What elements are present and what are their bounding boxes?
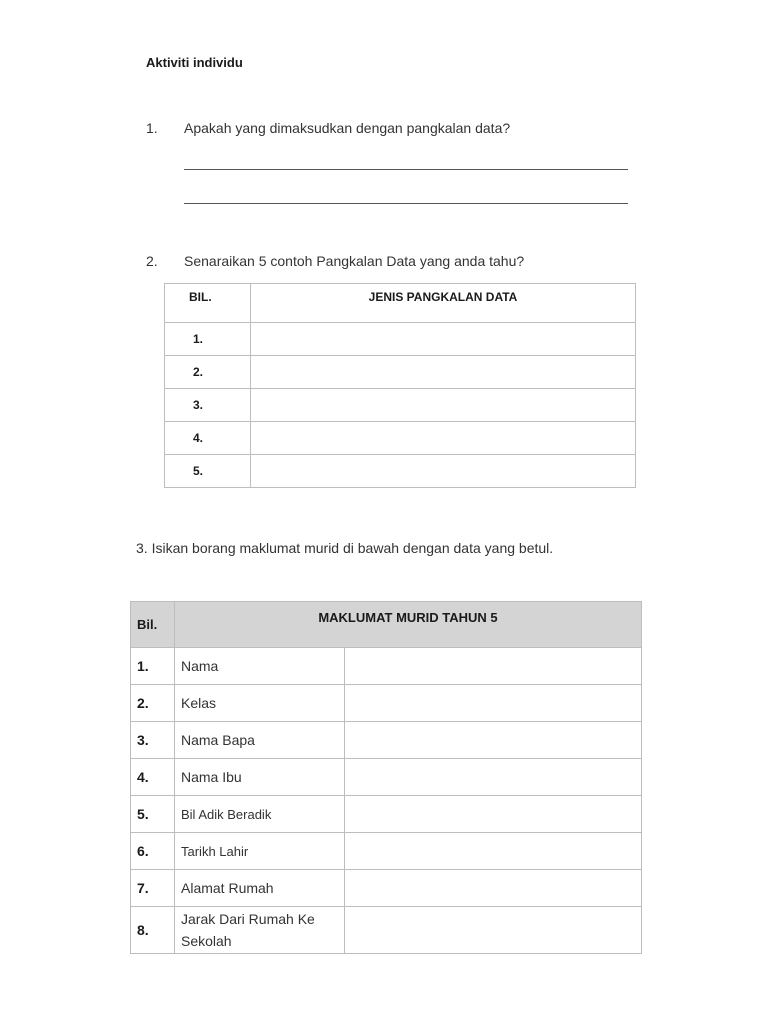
field-label: Jarak Dari Rumah Ke Sekolah — [175, 907, 345, 954]
table-row — [131, 870, 642, 907]
table-row — [165, 422, 636, 455]
table-row — [131, 685, 642, 722]
table-row — [131, 759, 642, 796]
row-number: 1. — [165, 323, 251, 356]
answer-cell[interactable] — [345, 648, 642, 685]
field-label: Alamat Rumah — [175, 870, 345, 907]
table-row — [131, 722, 642, 759]
answer-cell[interactable] — [345, 833, 642, 870]
table-row — [131, 833, 642, 870]
header-bil: BIL. — [165, 284, 251, 323]
table-row — [131, 907, 642, 954]
student-info-table — [130, 601, 642, 954]
row-number: 2. — [131, 685, 175, 722]
question-2-text: Senaraikan 5 contoh Pangkalan Data yang anda tahu? — [184, 253, 525, 269]
question-1-number: 1. — [146, 120, 158, 136]
row-number: 7. — [131, 870, 175, 907]
answer-cell[interactable] — [345, 870, 642, 907]
row-number: 1. — [131, 648, 175, 685]
table-row — [131, 648, 642, 685]
header-bil: Bil. — [131, 602, 175, 648]
row-number: 5. — [165, 455, 251, 488]
answer-cell[interactable] — [251, 422, 636, 455]
answer-line-2[interactable] — [184, 203, 628, 204]
question-1-text: Apakah yang dimaksudkan dengan pangkalan data? — [184, 120, 511, 136]
answer-cell[interactable] — [345, 796, 642, 833]
header-maklumat-murid: MAKLUMAT MURID TAHUN 5 — [175, 602, 642, 648]
field-label: Nama — [175, 648, 345, 685]
table-row — [165, 455, 636, 488]
page-title: Aktiviti individu — [146, 55, 243, 70]
table-row — [165, 323, 636, 356]
table-header-row — [131, 602, 642, 648]
table-row — [165, 389, 636, 422]
row-number: 4. — [131, 759, 175, 796]
table-row — [131, 796, 642, 833]
field-label: Kelas — [175, 685, 345, 722]
answer-cell[interactable] — [251, 356, 636, 389]
row-number: 5. — [131, 796, 175, 833]
field-label: Tarikh Lahir — [175, 833, 345, 870]
row-number: 3. — [165, 389, 251, 422]
field-label: Bil Adik Beradik — [175, 796, 345, 833]
answer-cell[interactable] — [251, 455, 636, 488]
row-number: 4. — [165, 422, 251, 455]
table-header-row — [165, 284, 636, 323]
field-label: Nama Ibu — [175, 759, 345, 796]
answer-cell[interactable] — [345, 685, 642, 722]
database-types-table — [164, 283, 636, 488]
answer-cell[interactable] — [251, 323, 636, 356]
row-number: 3. — [131, 722, 175, 759]
answer-cell[interactable] — [345, 722, 642, 759]
row-number: 6. — [131, 833, 175, 870]
question-2-number: 2. — [146, 253, 158, 269]
table-row — [165, 356, 636, 389]
question-3-text: 3. Isikan borang maklumat murid di bawah dengan data yang betul. — [136, 540, 554, 556]
answer-cell[interactable] — [345, 907, 642, 954]
answer-cell[interactable] — [345, 759, 642, 796]
answer-cell[interactable] — [251, 389, 636, 422]
header-jenis-pangkalan-data: JENIS PANGKALAN DATA — [251, 284, 636, 323]
answer-line-1[interactable] — [184, 169, 628, 170]
field-label: Nama Bapa — [175, 722, 345, 759]
row-number: 8. — [131, 907, 175, 954]
row-number: 2. — [165, 356, 251, 389]
